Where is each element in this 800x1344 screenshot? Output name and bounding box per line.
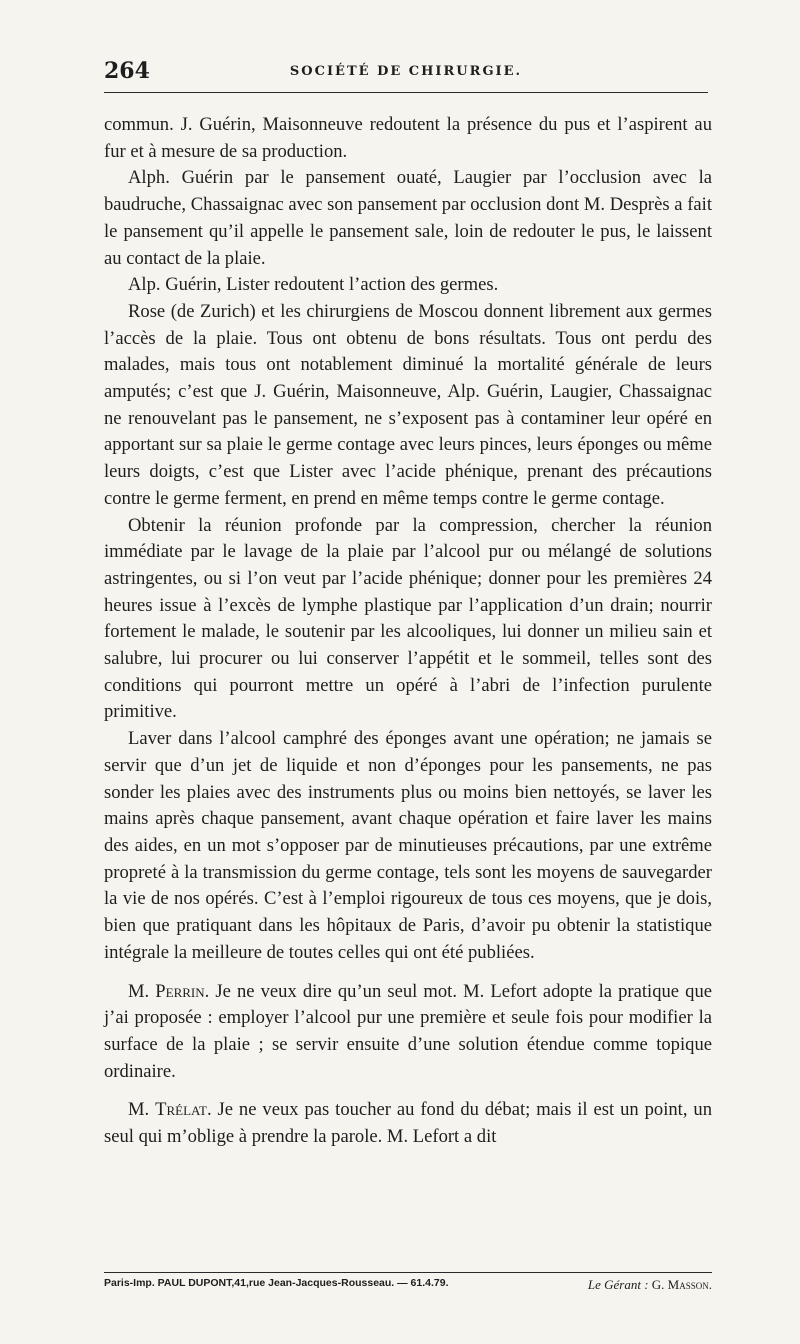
paragraph-4: Rose (de Zurich) et les chirurgiens de Moscou donnent librement aux germes l’accès de la plaie. Tous ont obtenu de bons résultats. Tous ont perdu des malades, mais tous ont notablement diminué la mortalité générale de leurs amputés; c’est que J. Guérin, Maisonneuve, Alp. Guérin, Laugier, Chassaignac ne renouvelant pas le pansement, ne s’exposent pas à contaminer leur opéré en apportant sur sa plaie le germe contage avec leurs pinces, leurs éponges ou même leurs doigts, c’est que Lister avec l’acide phénique, prenant des précautions contre le germe ferment, en prend en même temps contre le germe contage.: [104, 300, 712, 509]
speaker-prefix: M.: [128, 980, 150, 1002]
speaker-perrin: [104, 979, 712, 1086]
page-footer: [104, 1272, 712, 1293]
gerant-name: G. Masson.: [651, 1277, 712, 1292]
speaker-name: Trélat: [155, 1099, 207, 1121]
speaker-text: . Je ne veux pas toucher au fond du débat; mais il est un point, un seul qui m’oblige à prendre la parole. M. Lefort a dit: [104, 1099, 712, 1148]
speaker-name: Perrin: [155, 980, 205, 1002]
paragraph-2: Alph. Guérin par le pansement ouaté, Laugier par l’occlusion avec la baudruche, Chassaignac avec son pansement par occlusion dont M. Desprès a fait le pansement qu’il appelle le pansement sale, loin de redouter le pus, le laissent au contact de la plaie.: [104, 167, 712, 269]
body-text: [104, 112, 712, 1151]
paragraph-6: Laver dans l’alcool camphré des éponges avant une opération; ne jamais se servir que d’un jet de liquide et non d’éponges pour les pansements, ne pas sonder les plaies avec des instruments plus ou moins bien nettoyés, se laver les mains après chaque pansement, avant chaque opération et faire laver les mains des aides, en un mot s’opposer par de minutieuses précautions, par une extrême propreté à la transmission du germe contage, tels sont les moyens de sauvegarder la vie de nos opérés. C’est à l’emploi rigoureux de tous ces moyens, que je dois, bien que pratiquant dans les hôpitaux de Paris, d’avoir pu obtenir la statistique intégrale la meilleure de toutes celles qui ont été publiées.: [104, 728, 712, 963]
paragraph-1: commun. J. Guérin, Maisonneuve redoutent la présence du pus et l’aspirent au fur et à mesure de sa production.: [104, 114, 712, 162]
paragraph-5: Obtenir la réunion profonde par la compression, chercher la réunion immédiate par le lavage de la plaie par l’alcool pur ou mélangé de solutions astringentes, ou si l’on veut par l’acide phénique; donner pour les premières 24 heures issue à l’excès de lymphe plastique par l’application d’un drain; nourrir fortement le malade, le soutenir par les alcooliques, lui donner un milieu sain et salubre, lui procurer ou lui conserver l’appétit et le sommeil, telles sont des conditions qui pourront mettre un opéré à l’abri de l’infection purulente primitive.: [104, 514, 712, 723]
running-head: SOCIÉTÉ DE CHIRURGIE.: [289, 64, 523, 79]
page-header: [104, 58, 708, 93]
speaker-trelat: [104, 1097, 712, 1150]
printer-imprint: Paris-Imp. PAUL DUPONT,41,rue Jean-Jacques-Rousseau. — 61.4.79.: [104, 1277, 449, 1289]
gerant: [588, 1277, 712, 1293]
speaker-prefix: M.: [128, 1099, 150, 1121]
page-number: 264: [104, 58, 150, 84]
paragraph-3: Alp. Guérin, Lister redoutent l’action des germes.: [128, 274, 499, 296]
speaker-text: . Je ne veux dire qu’un seul mot. M. Lefort adopte la pratique que j’ai proposée : employer l’alcool pur une première et seule fois pour modifier la surface de la plaie ; se servir ensuite d’une solution étendue comme topique ordinaire.: [104, 980, 712, 1082]
gerant-label: Le Gérant :: [587, 1277, 649, 1292]
